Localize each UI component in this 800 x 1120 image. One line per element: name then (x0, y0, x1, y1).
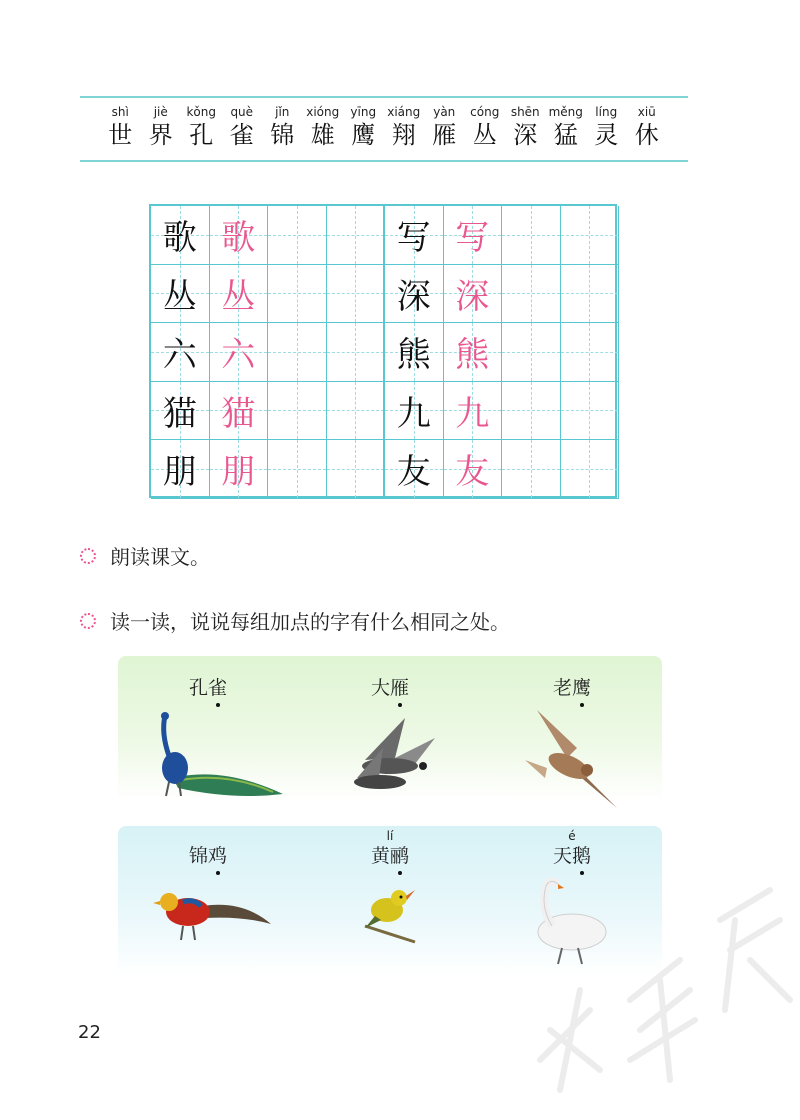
page-number: 22 (78, 1022, 101, 1043)
grid-cell (151, 323, 210, 382)
bird-name: 孔 雀 (188, 677, 228, 699)
grid-cell (210, 206, 269, 265)
bird-eagle (482, 660, 662, 818)
vocab-item (262, 104, 303, 150)
vocab-item (627, 104, 668, 150)
grid-cell (151, 440, 210, 499)
grid-cell (385, 440, 444, 499)
practice-cell (502, 265, 561, 324)
practice-cell (561, 206, 620, 265)
vocab-char: 孔 (189, 121, 214, 149)
vocab-char: 灵 (594, 121, 619, 149)
vocab-pinyin: jiè (153, 105, 168, 119)
vocab-pinyin: shì (111, 105, 129, 119)
grid-cell (210, 265, 269, 324)
grid-cell (385, 382, 444, 441)
model-char: 朋 (162, 452, 197, 493)
trace-char: 熊 (455, 335, 490, 376)
vocab-pinyin: kǒng (186, 105, 216, 119)
vocab-pinyin: jǐn (275, 105, 290, 119)
practice-cell (268, 382, 327, 441)
trace-char: 深 (455, 276, 490, 317)
exercise-bullet-icon (80, 548, 96, 564)
trace-char: 友 (455, 452, 490, 493)
bird-name: 黄 鹂 (370, 845, 410, 867)
vocab-char: 雁 (432, 121, 457, 149)
vocab-item (303, 104, 344, 150)
grid-cell (385, 206, 444, 265)
practice-cell (327, 323, 386, 382)
vocab-pinyin: měng (548, 105, 583, 119)
grid-cell (385, 323, 444, 382)
vocab-char: 休 (634, 121, 659, 149)
vocab-item (141, 104, 182, 150)
writing-grid (149, 204, 617, 498)
bird-oriole (300, 828, 480, 946)
grid-cell (151, 382, 210, 441)
vocab-char: 雄 (310, 121, 335, 149)
exercise-text: 朗读课文。 (110, 545, 210, 569)
practice-cell (327, 206, 386, 265)
grid-cell (444, 265, 503, 324)
publisher-watermark-icon (520, 860, 800, 1100)
bird-golden-pheasant (118, 828, 298, 946)
vocab-char: 丛 (472, 121, 497, 149)
vocab-item (222, 104, 263, 150)
grid-cell (151, 265, 210, 324)
vocab-item (181, 104, 222, 150)
vocab-item (586, 104, 627, 150)
bird-panel-row1 (118, 656, 662, 801)
model-char: 友 (396, 452, 431, 493)
model-char: 写 (396, 218, 431, 259)
vocab-pinyin: shēn (510, 105, 540, 119)
vocab-item (384, 104, 425, 150)
practice-cell (561, 440, 620, 499)
grid-cell (385, 265, 444, 324)
grid-cell (444, 323, 503, 382)
practice-cell (327, 382, 386, 441)
bird-pinyin: é (568, 829, 576, 843)
bird-name: 大 雁 (370, 677, 410, 699)
model-char: 猫 (162, 393, 197, 434)
model-char: 深 (396, 276, 431, 317)
trace-char: 丛 (221, 276, 256, 317)
vocab-pinyin: què (230, 105, 254, 119)
vocab-pinyin: xiū (637, 105, 656, 119)
golden-pheasant-icon (143, 876, 273, 946)
vocab-item (505, 104, 546, 150)
bird-peacock (118, 660, 298, 800)
practice-cell (268, 265, 327, 324)
practice-cell (268, 440, 327, 499)
vocab-pinyin: yīng (350, 105, 377, 119)
model-char: 九 (396, 393, 431, 434)
exercise-read-aloud (80, 541, 210, 570)
wild-goose-icon (335, 708, 445, 794)
vocab-item (343, 104, 384, 150)
vocab-char: 鹰 (351, 121, 376, 149)
bird-name: 老 鹰 (552, 677, 592, 699)
trace-char: 歌 (221, 218, 256, 259)
model-char: 丛 (162, 276, 197, 317)
bird-pinyin: lí (386, 829, 394, 843)
practice-cell (327, 440, 386, 499)
bird-name: 锦 鸡 (188, 845, 228, 867)
grid-cell (444, 382, 503, 441)
vocab-char: 猛 (553, 121, 578, 149)
practice-cell (502, 440, 561, 499)
vocab-pinyin: líng (595, 105, 618, 119)
grid-cell (444, 206, 503, 265)
vocab-top-rule (80, 96, 688, 98)
exercise-compare (80, 606, 510, 635)
grid-cell (210, 382, 269, 441)
grid-cell (210, 440, 269, 499)
trace-char: 九 (455, 393, 490, 434)
model-char: 歌 (162, 218, 197, 259)
vocab-item (465, 104, 506, 150)
vocab-char: 深 (513, 121, 538, 149)
practice-cell (561, 265, 620, 324)
vocab-item (100, 104, 141, 150)
bird-wild-goose (300, 660, 480, 794)
vocab-item (424, 104, 465, 150)
grid-cell (210, 323, 269, 382)
trace-char: 猫 (221, 393, 256, 434)
vocab-char: 世 (108, 121, 133, 149)
practice-cell (502, 382, 561, 441)
grid-cell (151, 206, 210, 265)
oriole-icon (355, 876, 425, 946)
grid-cell (444, 440, 503, 499)
peacock-icon (133, 708, 283, 800)
vocab-pinyin: yàn (433, 105, 456, 119)
practice-cell (268, 206, 327, 265)
exercise-bullet-icon (80, 613, 96, 629)
exercise-text: 读一读，说说每组加点的字有什么相同之处。 (110, 610, 510, 634)
practice-cell (502, 206, 561, 265)
bird-name: 天 鹅 (552, 845, 592, 867)
vocab-char: 锦 (270, 121, 295, 149)
vocab-char: 雀 (229, 121, 254, 149)
vocab-row (100, 104, 667, 150)
trace-char: 写 (455, 218, 490, 259)
vocab-char: 界 (148, 121, 173, 149)
vocab-pinyin: cóng (470, 105, 500, 119)
practice-cell (268, 323, 327, 382)
trace-char: 六 (221, 335, 256, 376)
practice-cell (561, 323, 620, 382)
vocab-bottom-rule (80, 160, 688, 162)
model-char: 熊 (396, 335, 431, 376)
vocab-char: 翔 (391, 121, 416, 149)
vocab-pinyin: xiáng (387, 105, 421, 119)
vocab-pinyin: xióng (306, 105, 340, 119)
trace-char: 朋 (221, 452, 256, 493)
practice-cell (561, 382, 620, 441)
vocab-item (546, 104, 587, 150)
model-char: 六 (162, 335, 197, 376)
practice-cell (502, 323, 561, 382)
practice-cell (327, 265, 386, 324)
eagle-icon (517, 708, 627, 818)
